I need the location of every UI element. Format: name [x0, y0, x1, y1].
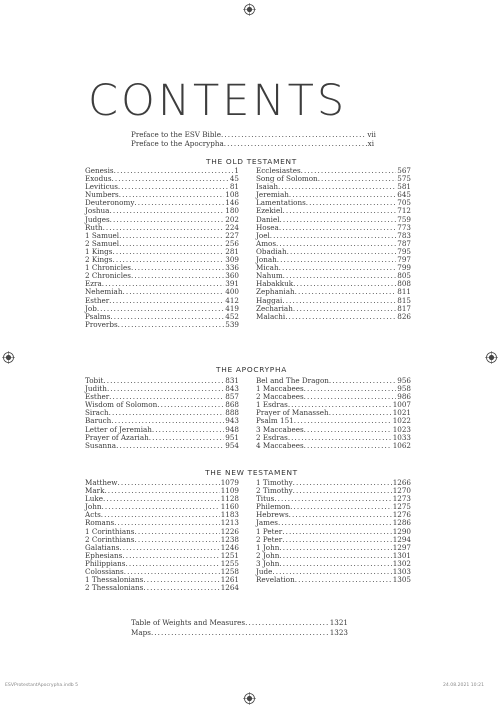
leader-dots	[134, 528, 219, 536]
toc-entry[interactable]	[256, 536, 411, 544]
toc-entry-page: 817	[397, 303, 411, 313]
toc-entry-page: 759	[397, 214, 411, 224]
toc-entry-label: Ezekiel	[256, 206, 283, 216]
leader-dots	[282, 528, 392, 536]
leader-dots	[143, 576, 219, 584]
toc-entry-label: 1 Maccabees	[256, 384, 304, 394]
toc-entry-label: Judith	[85, 384, 107, 394]
toc-entry-label: Joshua	[85, 206, 110, 216]
leader-dots	[104, 487, 219, 495]
toc-entry-label: Jude	[256, 567, 273, 577]
leader-dots	[279, 544, 391, 552]
toc-entry-label: 2 Chronicles	[85, 271, 131, 281]
toc-entry-label: 2 Peter	[256, 534, 283, 544]
toc-entry-page: 1226	[220, 526, 239, 536]
leader-dots	[119, 240, 224, 248]
leader-dots	[112, 175, 229, 183]
toc-entry-label: Table of Weights and Measures	[131, 618, 246, 627]
leader-dots	[279, 552, 391, 560]
toc-entry-page: 1246	[220, 542, 239, 552]
toc-entry-label: Maps	[131, 628, 151, 637]
toc-entry-label: 2 Maccabees	[256, 392, 304, 402]
toc-entry-label: Jeremiah	[256, 190, 289, 200]
toc-entry[interactable]	[256, 248, 411, 256]
toc-entry-page: 956	[397, 376, 411, 385]
toc-entry-page: 797	[397, 255, 411, 265]
leader-dots	[245, 619, 329, 627]
toc-entry-label: 1 Samuel	[85, 230, 120, 240]
toc-entry-label: Tobit	[85, 376, 104, 385]
toc-entry-label: Jonah	[256, 255, 277, 265]
toc-entry-page: 1160	[220, 502, 239, 512]
toc-entry-label: 4 Maccabees	[256, 440, 304, 450]
toc-entry-page: 108	[225, 190, 239, 200]
toc-entry-label: Bel and The Dragon	[256, 376, 329, 385]
toc-entry[interactable]	[256, 544, 411, 552]
leader-dots	[134, 199, 224, 207]
toc-entry-label: Psalms	[85, 311, 111, 321]
toc-entry-label: 1 Chronicles	[85, 263, 131, 273]
toc-entry[interactable]	[85, 216, 239, 224]
toc-entry-page: 1128	[220, 494, 239, 504]
toc-entry-label: Nahum	[256, 271, 283, 281]
toc-entry-page: 1258	[220, 567, 239, 577]
toc-entry-label: 1 Esdras	[256, 400, 288, 410]
toc-entry[interactable]	[256, 552, 411, 560]
leader-dots	[282, 297, 396, 305]
toc-entry-label: Esther	[85, 295, 110, 305]
leader-dots	[224, 140, 367, 148]
leader-dots	[119, 232, 224, 240]
toc-entry-label: Malachi	[256, 311, 286, 321]
leader-dots	[306, 199, 397, 207]
toc-entry-label: Luke	[85, 494, 104, 504]
leader-dots	[293, 487, 392, 495]
toc-entry-page: 645	[397, 190, 411, 200]
leader-dots	[294, 417, 392, 425]
leader-dots	[103, 495, 220, 503]
leader-dots	[103, 377, 224, 385]
toc-entry-label: Deuteronomy	[85, 198, 135, 208]
leader-dots	[122, 288, 224, 296]
toc-entry[interactable]	[85, 479, 239, 487]
toc-entry-page: 180	[225, 206, 239, 216]
toc-entry-page: 81	[229, 182, 239, 192]
toc-entry-label: Obadiah	[256, 246, 287, 256]
toc-entry-label: Ezra	[85, 279, 102, 289]
toc-entry[interactable]	[85, 377, 239, 385]
toc-entry-label: 2 Samuel	[85, 238, 120, 248]
leader-dots	[97, 305, 224, 313]
toc-entry-label: Esther	[85, 392, 110, 402]
toc-entry[interactable]	[85, 487, 239, 495]
leader-dots	[119, 191, 225, 199]
toc-entry-page: 986	[397, 392, 411, 402]
toc-entry-label: 2 Esdras	[256, 432, 288, 442]
toc-entry-page: 799	[397, 263, 411, 273]
toc-entry-label: John	[85, 502, 102, 512]
toc-entry-label: 1 Peter	[256, 526, 283, 536]
toc-entry-label: Genesis	[85, 166, 114, 175]
toc-entry-page: 281	[225, 246, 239, 256]
toc-entry-page: 575	[397, 174, 411, 184]
toc-entry-page: 256	[225, 238, 239, 248]
toc-entry-label: Susanna	[85, 440, 117, 450]
leader-dots	[112, 248, 224, 256]
toc-entry-page: 1021	[392, 408, 411, 418]
toc-entry-page: 1261	[220, 575, 239, 585]
toc-entry-label: 3 John	[256, 558, 280, 568]
toc-entry-page: 868	[225, 400, 239, 410]
leader-dots	[152, 426, 224, 434]
toc-entry-label: Joel	[256, 230, 270, 240]
toc-entry-label: Revelation	[256, 575, 295, 585]
toc-entry-label: Matthew	[85, 478, 118, 487]
toc-entry-page: 831	[225, 376, 239, 385]
leader-dots	[110, 216, 225, 224]
toc-entry-label: 2 John	[256, 550, 280, 560]
leader-dots	[279, 224, 396, 232]
toc-entry-page: 1264	[220, 583, 239, 593]
toc-entry-page: 1062	[392, 440, 411, 450]
leader-dots	[109, 297, 224, 305]
leader-dots	[110, 313, 224, 321]
toc-entry-label: Galatians	[85, 542, 120, 552]
toc-entry-page: 1286	[392, 518, 411, 528]
leader-dots	[125, 560, 219, 568]
leader-dots	[114, 167, 234, 175]
toc-entry-page: 1109	[220, 486, 239, 496]
toc-entry-label: Daniel	[256, 214, 280, 224]
leader-dots	[285, 313, 396, 321]
toc-entry-page: 45	[229, 174, 239, 184]
toc-entry-page: 1270	[392, 486, 411, 496]
toc-entry-label: 1 Thessalonians	[85, 575, 144, 585]
toc-entry-page: 227	[225, 230, 239, 240]
toc-entry-label: Lamentations	[256, 198, 306, 208]
toc-entry-label: Prayer of Azariah	[85, 432, 149, 442]
toc-entry-page: 1007	[392, 400, 411, 410]
leader-dots	[119, 544, 219, 552]
toc-entry[interactable]	[256, 175, 411, 183]
toc-entry-page: 954	[225, 440, 239, 450]
toc-entry[interactable]	[256, 487, 411, 495]
toc-entry-page: 795	[397, 246, 411, 256]
page-title: CONTENTS	[88, 76, 348, 126]
toc-entry-page: 1	[234, 166, 239, 175]
toc-entry[interactable]	[256, 560, 411, 568]
toc-entry-page: xi	[367, 139, 374, 148]
leader-dots	[290, 503, 392, 511]
toc-entry-page: 1079	[220, 478, 239, 487]
toc-entry-page: 146	[225, 198, 239, 208]
leader-dots	[270, 232, 397, 240]
toc-entry-label: Preface to the Apocrypha	[131, 139, 224, 148]
toc-entry-page: 787	[397, 238, 411, 248]
toc-entry-page: 360	[225, 271, 239, 281]
toc-entry-page: 1238	[220, 534, 239, 544]
toc-entry-label: Amos	[256, 238, 277, 248]
toc-entry-label: Mark	[85, 486, 105, 496]
leader-dots	[131, 264, 224, 272]
toc-entry-page: 808	[397, 279, 411, 289]
toc-entry-page: 581	[397, 182, 411, 192]
toc-entry-label: Psalm 151	[256, 416, 294, 426]
leader-dots	[101, 503, 219, 511]
toc-entry-label: Ecclesiastes	[256, 166, 301, 175]
toc-entry-label: Wisdom of Solomon	[85, 400, 158, 410]
toc-entry[interactable]	[85, 503, 239, 511]
leader-dots	[134, 536, 219, 544]
leader-dots	[304, 442, 392, 450]
apocrypha-right-column	[256, 377, 411, 450]
leader-dots	[329, 409, 392, 417]
leader-dots	[283, 272, 397, 280]
toc-entry-page: 539	[225, 319, 239, 329]
toc-entry-page: 1321	[329, 618, 348, 627]
toc-entry-label: 2 Thessalonians	[85, 583, 144, 593]
toc-entry-label: Acts	[85, 510, 101, 520]
leader-dots	[118, 321, 225, 329]
toc-entry-label: Zechariah	[256, 303, 293, 313]
toc-entry-label: Philemon	[256, 502, 291, 512]
toc-entry-label: Micah	[256, 263, 279, 273]
section-heading-new-testament: THE NEW TESTAMENT	[205, 468, 298, 477]
leader-dots	[143, 584, 219, 592]
leader-dots	[278, 183, 396, 191]
section-heading-old-testament: THE OLD TESTAMENT	[206, 157, 297, 166]
toc-entry[interactable]	[85, 584, 239, 592]
toc-entry[interactable]	[85, 442, 239, 450]
toc-entry-label: Leviticus	[85, 182, 118, 192]
toc-entry-label: Proverbs	[85, 319, 118, 329]
leader-dots	[304, 393, 397, 401]
toc-entry[interactable]	[256, 216, 411, 224]
leader-dots	[280, 216, 397, 224]
toc-entry-page: 1033	[392, 432, 411, 442]
toc-entry-label: Judges	[85, 214, 110, 224]
toc-entry[interactable]	[85, 321, 239, 329]
leader-dots	[107, 385, 224, 393]
leader-dots	[287, 248, 397, 256]
toc-entry-page: 1183	[220, 510, 239, 520]
leader-dots	[278, 519, 392, 527]
toc-entry-page: 1273	[392, 494, 411, 504]
toc-entry[interactable]	[256, 232, 411, 240]
toc-entry-label: Colossians	[85, 567, 124, 577]
registration-mark-left	[2, 351, 15, 364]
leader-dots	[276, 240, 396, 248]
toc-entry-page: vii	[367, 130, 376, 139]
leader-dots	[295, 288, 397, 296]
toc-entry-page: 1302	[392, 558, 411, 568]
toc-entry[interactable]	[256, 313, 411, 321]
leader-dots	[151, 629, 329, 637]
toc-entry-page: 888	[225, 408, 239, 418]
toc-entry-label: Hebrews	[256, 510, 289, 520]
registration-mark-bottom	[243, 692, 256, 705]
toc-entry-preface-esv[interactable]	[131, 131, 376, 139]
toc-entry-label: Ephesians	[85, 550, 123, 560]
toc-entry[interactable]	[256, 442, 411, 450]
leader-dots	[277, 256, 397, 264]
toc-entry-page: 951	[225, 432, 239, 442]
toc-entry-page: 1255	[220, 558, 239, 568]
toc-entry-page: 1266	[392, 478, 411, 487]
toc-entry[interactable]	[256, 256, 411, 264]
leader-dots	[274, 495, 391, 503]
leader-dots	[279, 560, 391, 568]
footer-date: 24.08.2021 10:21	[443, 683, 485, 688]
leader-dots	[109, 409, 225, 417]
toc-entry-label: Isaiah	[256, 182, 279, 192]
toc-entry-page: 958	[397, 384, 411, 394]
toc-entry-page: 1213	[220, 518, 239, 528]
toc-entry-label: 1 Corinthians	[85, 526, 135, 536]
toc-entry-page: 805	[397, 271, 411, 281]
toc-entry-label: Numbers	[85, 190, 119, 200]
toc-entry-page: 412	[225, 295, 239, 305]
leader-dots	[118, 183, 229, 191]
toc-entry-label: Philippians	[85, 558, 126, 568]
leader-dots	[293, 305, 396, 313]
leader-dots	[101, 511, 220, 519]
toc-entry-page: 419	[225, 303, 239, 313]
leader-dots	[318, 175, 397, 183]
toc-entry-page: 943	[225, 416, 239, 426]
apocrypha-left-column	[85, 377, 239, 450]
toc-entry-page: 1275	[392, 502, 411, 512]
leader-dots	[304, 426, 392, 434]
toc-entry[interactable]	[256, 224, 411, 232]
toc-entry-page: 826	[397, 311, 411, 321]
toc-entry-page: 224	[225, 222, 239, 232]
leader-dots	[122, 552, 219, 560]
toc-entry-page: 843	[225, 384, 239, 394]
toc-entry-page: 1290	[392, 526, 411, 536]
toc-entry[interactable]	[256, 576, 411, 584]
toc-entry-label: Exodus	[85, 174, 112, 184]
toc-entry-label: Zephaniah	[256, 287, 295, 297]
leader-dots	[131, 272, 224, 280]
toc-entry-label: Romans	[85, 518, 115, 528]
leader-dots	[116, 442, 224, 450]
new-testament-right-column	[256, 479, 411, 584]
toc-entry-page: 452	[225, 311, 239, 321]
toc-entry-label: 1 John	[256, 542, 280, 552]
toc-entry-weights-measures[interactable]	[131, 619, 348, 627]
toc-entry-page: 1297	[392, 542, 411, 552]
toc-entry-page: 1305	[392, 575, 411, 585]
toc-entry-label: 1 Kings	[85, 246, 113, 256]
new-testament-left-column	[85, 479, 239, 592]
toc-entry-page: 1276	[392, 510, 411, 520]
toc-entry[interactable]	[85, 272, 239, 280]
leader-dots	[157, 401, 224, 409]
toc-entry-page: 1023	[392, 424, 411, 434]
toc-entry[interactable]	[85, 297, 239, 305]
toc-entry-label: 3 Maccabees	[256, 424, 304, 434]
leader-dots	[149, 434, 225, 442]
toc-entry-page: 400	[225, 287, 239, 297]
toc-entry-page: 202	[225, 214, 239, 224]
leader-dots	[293, 479, 392, 487]
old-testament-right-column	[256, 167, 411, 321]
toc-entry-label: Letter of Jeremiah	[85, 424, 152, 434]
toc-entry-label: 2 Corinthians	[85, 534, 135, 544]
leader-dots	[221, 131, 366, 139]
toc-entry-label: Baruch	[85, 416, 112, 426]
toc-entry-page: 948	[225, 424, 239, 434]
toc-entry-maps[interactable]	[131, 629, 348, 637]
leader-dots	[293, 280, 396, 288]
leader-dots	[304, 385, 397, 393]
toc-entry-label: Job	[85, 303, 97, 313]
toc-entry-label: 2 Timothy	[256, 486, 293, 496]
registration-mark-top	[243, 3, 256, 16]
toc-entry-label: Titus	[256, 494, 275, 504]
leader-dots	[117, 479, 219, 487]
registration-mark-right	[485, 351, 498, 364]
leader-dots	[282, 536, 392, 544]
leader-dots	[329, 377, 396, 385]
toc-entry-label: Haggai	[256, 295, 283, 305]
toc-entry-label: James	[256, 518, 278, 528]
toc-entry-page: 336	[225, 263, 239, 273]
toc-entry-label: 2 Kings	[85, 255, 113, 265]
toc-entry-page: 309	[225, 255, 239, 265]
old-testament-left-column	[85, 167, 239, 329]
toc-entry-page: 705	[397, 198, 411, 208]
leader-dots	[283, 207, 397, 215]
toc-entry-page: 1323	[329, 628, 348, 637]
toc-entry-page: 815	[397, 295, 411, 305]
toc-entry-label: Ruth	[85, 222, 103, 232]
leader-dots	[289, 511, 392, 519]
leader-dots	[295, 576, 392, 584]
toc-entry-page: 811	[397, 287, 411, 297]
toc-entry[interactable]	[256, 511, 411, 519]
toc-entry-label: Prayer of Manasseh	[256, 408, 329, 418]
toc-entry-label: Song of Solomon	[256, 174, 318, 184]
toc-entry-page: 567	[397, 166, 411, 175]
toc-entry-page: 773	[397, 222, 411, 232]
toc-entry[interactable]	[85, 495, 239, 503]
leader-dots	[279, 264, 397, 272]
toc-entry-page: 1251	[220, 550, 239, 560]
toc-entry-page: 1022	[392, 416, 411, 426]
toc-entry-page: 1294	[392, 534, 411, 544]
toc-entry-label: Sirach	[85, 408, 109, 418]
toc-entry-page: 1301	[392, 550, 411, 560]
toc-entry-label: Habakkuk	[256, 279, 294, 289]
leader-dots	[109, 207, 224, 215]
toc-entry-label: 1 Timothy	[256, 478, 293, 487]
toc-entry-page: 391	[225, 279, 239, 289]
toc-entry-page: 1303	[392, 567, 411, 577]
toc-entry-page: 857	[225, 392, 239, 402]
toc-entry-label: Hosea	[256, 222, 279, 232]
leader-dots	[103, 224, 225, 232]
footer-filename: ESVProtestantApocrypha.indb 5	[5, 683, 79, 688]
toc-entry-preface-apocrypha[interactable]	[131, 140, 374, 148]
toc-entry-page: 712	[397, 206, 411, 216]
toc-entry-page: 783	[397, 230, 411, 240]
toc-entry-label: Preface to the ESV Bible	[131, 130, 221, 139]
toc-entry-label: Nehemiah	[85, 287, 123, 297]
section-heading-apocrypha: THE APOCRYPHA	[216, 365, 287, 374]
